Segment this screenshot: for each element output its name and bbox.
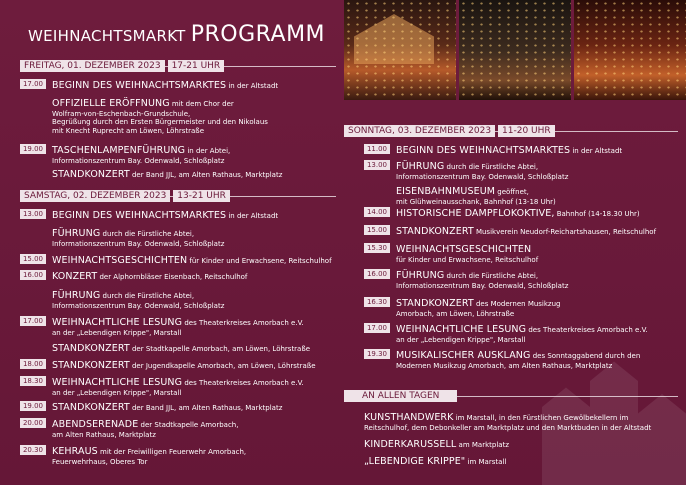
event-time-badge	[20, 168, 46, 178]
event-detail-line: Amorbach, am Löwen, Löhrstraße	[396, 309, 515, 318]
event-detail: durch die Fürstliche Abtei,	[100, 230, 195, 238]
event-time-badge	[364, 185, 390, 195]
schedule-item	[20, 143, 230, 165]
all-days-label: AN ALLEN TAGEN	[344, 390, 457, 402]
event-time-badge: 16.00	[364, 269, 390, 279]
market-photo-timber-house	[344, 0, 456, 100]
event-title: STANDKONZERT	[52, 343, 130, 354]
event-title: TASCHENLAMPENFÜHRUNG	[52, 145, 186, 156]
page-title	[28, 22, 325, 47]
schedule-item	[364, 322, 648, 344]
schedule-item	[344, 437, 509, 451]
sunday-header	[344, 125, 555, 137]
event-detail: des Theaterkreises Amorbach e.V.	[182, 379, 304, 387]
event-title: FÜHRUNG	[396, 161, 445, 172]
event-time-badge: 20.00	[20, 418, 46, 428]
event-detail-line: Feuerwehrhaus, Oberes Tor	[52, 457, 148, 466]
event-detail-line: an der „Lebendigen Krippe", Marstall	[52, 328, 182, 337]
event-title: BEGINN DES WEIHNACHTSMARKTES	[52, 210, 227, 221]
event-time-badge: 16.30	[364, 297, 390, 307]
event-time-badge: 17.00	[364, 323, 390, 333]
event-detail-line: Informationszentrum Bay. Odenwald, Schloßplatz	[396, 172, 569, 181]
event-detail: Musikverein Neudorf-Reichartshausen, Reitschulhof	[473, 228, 657, 236]
event-detail-line: Modernen Musikzug Amorbach, am Alten Rathaus, Marktplatz	[396, 361, 613, 370]
event-title: ABENDSERENADE	[52, 419, 139, 430]
event-detail-line: Informationszentrum Bay. Odenwald, Schloßplatz	[52, 239, 225, 248]
event-detail: des Theaterkreises Amorbach e.V.	[526, 326, 648, 334]
event-title: KONZERT	[52, 271, 98, 282]
schedule-item	[344, 454, 506, 468]
event-detail-line: an der „Lebendigen Krippe", Marstall	[396, 335, 526, 344]
event-time-badge	[20, 97, 46, 107]
event-time-badge: 20.30	[20, 445, 46, 455]
schedule-item	[20, 375, 304, 397]
schedule-item	[20, 315, 304, 337]
event-title: WEIHNACHTLICHE LESUNG	[52, 317, 183, 328]
event-title: FÜHRUNG	[52, 290, 101, 301]
event-title: BEGINN DES WEIHNACHTSMARKTES	[52, 80, 227, 91]
title-big: PROGRAMM	[190, 22, 326, 47]
schedule-item	[20, 358, 316, 372]
event-detail: in der Abtei,	[185, 147, 231, 155]
event-title: STANDKONZERT	[52, 360, 130, 371]
schedule-item	[20, 253, 332, 267]
event-detail: durch die Fürstliche Abtei,	[444, 272, 539, 280]
event-time-badge: 18.30	[20, 376, 46, 386]
event-time-badge: 15.30	[364, 243, 390, 253]
photo-strip	[344, 0, 686, 100]
event-time-badge: 13.00	[364, 160, 390, 170]
event-time-badge: 17.00	[20, 79, 46, 89]
event-time-badge	[20, 227, 46, 237]
friday-header	[20, 60, 224, 72]
schedule-item	[20, 444, 246, 466]
event-detail-line: Informationszentrum Bay. Odenwald, Schloßplatz	[396, 281, 569, 290]
event-detail-line: für Kinder und Erwachsene, Reitschulhof	[396, 255, 539, 264]
event-detail: der Band JJL, am Alten Rathaus, Marktplatz	[129, 171, 283, 179]
schedule-item	[364, 224, 656, 238]
sunday-date: SONNTAG, 03. DEZEMBER 2023	[344, 125, 495, 137]
friday-date: FREITAG, 01. DEZEMBER 2023	[20, 60, 165, 72]
event-time-badge: 11.00	[364, 144, 390, 154]
event-detail: des Theaterkreises Amorbach e.V.	[182, 319, 304, 327]
event-detail: mit dem Chor der	[169, 100, 234, 108]
event-detail: im Marstall	[465, 458, 507, 466]
event-title: BEGINN DES WEIHNACHTSMARKTES	[396, 145, 571, 156]
title-small: WEIHNACHTSMARKT	[28, 27, 186, 45]
event-detail: in der Altstadt	[226, 212, 279, 220]
event-detail: mit der Freiwilligen Feuerwehr Amorbach,	[97, 448, 247, 456]
event-detail: der Stadtkapelle Amorbach,	[138, 421, 239, 429]
event-time-badge	[20, 289, 46, 299]
event-title: KINDERKARUSSELL	[364, 439, 457, 450]
schedule-item	[364, 296, 561, 318]
event-title: WEIHNACHTLICHE LESUNG	[396, 324, 527, 335]
saturday-header	[20, 190, 230, 202]
event-title: FÜHRUNG	[52, 228, 101, 239]
event-title: EISENBAHNMUSEUM	[396, 186, 496, 197]
event-time-badge: 19.00	[20, 401, 46, 411]
event-time-badge: 17.00	[20, 316, 46, 326]
schedule-item	[364, 184, 556, 206]
event-detail: geöffnet,	[495, 188, 529, 196]
event-time-badge: 18.00	[20, 359, 46, 369]
market-photo-stall	[574, 0, 686, 100]
event-title: KEHRAUS	[52, 446, 98, 457]
event-time-badge: 19.00	[20, 144, 46, 154]
event-detail: der Band JJL, am Alten Rathaus, Marktplatz	[129, 404, 283, 412]
event-title: STANDKONZERT	[396, 298, 474, 309]
event-detail-line: Reitschulhof, dem Debonkeller am Marktplatz und den Marktbuden in der Altstadt	[364, 423, 652, 432]
saturday-hours: 13-21 UHR	[173, 190, 230, 202]
event-detail: der Stadtkapelle Amorbach, am Löwen, Löhrstraße	[129, 345, 311, 353]
event-detail-line: mit Knecht Ruprecht am Löwen, Löhrstraße	[52, 126, 204, 135]
event-detail-line: Informationszentrum Bay. Odenwald, Schloßplatz	[52, 301, 225, 310]
event-title: WEIHNACHTLICHE LESUNG	[52, 377, 183, 388]
event-title: WEIHNACHTSGESCHICHTEN	[396, 244, 532, 255]
event-detail: im Marstall, in den Fürstlichen Gewölbekellern im	[453, 414, 629, 422]
schedule-item	[20, 226, 224, 248]
sunday-hours: 11-20 UHR	[498, 125, 555, 137]
event-detail: in der Altstadt	[226, 82, 279, 90]
schedule-item	[20, 167, 282, 181]
schedule-item	[20, 341, 310, 355]
event-title: STANDKONZERT	[52, 169, 130, 180]
event-detail: durch die Fürstliche Abtei,	[100, 292, 195, 300]
event-detail-line: Begrüßung durch den Ersten Bürgermeister und den Nikolaus	[52, 118, 268, 126]
saturday-date: SAMSTAG, 02. DEZEMBER 2023	[20, 190, 170, 202]
event-detail: der Jugendkapelle Amorbach, am Löwen, Löhrstraße	[129, 362, 316, 370]
schedule-item	[364, 159, 568, 181]
event-title: „LEBENDIGE KRIPPE"	[364, 456, 466, 467]
event-time-badge: 19.30	[364, 349, 390, 359]
event-title: OFFIZIELLE ERÖFFNUNG	[52, 98, 170, 109]
event-time-badge: 15.00	[20, 254, 46, 264]
friday-hours: 17-21 UHR	[168, 60, 225, 72]
schedule-item	[344, 410, 651, 432]
event-detail: in der Altstadt	[570, 147, 623, 155]
event-detail-line: mit Glühweinausschank, Bahnhof (13-18 Uhr)	[396, 197, 556, 206]
event-detail: des Sonntaggabend durch den	[530, 352, 641, 360]
schedule-item	[364, 268, 568, 290]
event-detail: für Kinder und Erwachsene, Reitschulhof	[187, 257, 332, 265]
event-detail: des Modernen Musikzug	[473, 300, 561, 308]
event-detail-line: Informationszentrum Bay. Odenwald, Schloßplatz	[52, 156, 225, 165]
event-title: STANDKONZERT	[396, 226, 474, 237]
market-photo-tower	[459, 0, 571, 100]
schedule-item	[20, 96, 268, 135]
schedule-item	[20, 208, 278, 222]
event-detail: am Marktplatz	[456, 441, 509, 449]
event-title: FÜHRUNG	[396, 270, 445, 281]
schedule-item	[20, 400, 282, 414]
event-time-badge: 15.00	[364, 225, 390, 235]
schedule-item	[20, 288, 224, 310]
schedule-item	[364, 242, 538, 264]
event-title: WEIHNACHTSGESCHICHTEN	[52, 255, 188, 266]
event-time-badge: 16.00	[20, 270, 46, 280]
event-detail: der Alphornbläser Eisenbach, Reitschulhof	[97, 273, 248, 281]
event-time-badge: 14.00	[364, 207, 390, 217]
schedule-item	[20, 269, 247, 283]
event-detail: durch die Fürstliche Abtei,	[444, 163, 539, 171]
event-time-badge: 13.00	[20, 209, 46, 219]
event-title: STANDKONZERT	[52, 402, 130, 413]
event-time-badge	[20, 342, 46, 352]
event-title: KUNSTHANDWERK	[364, 412, 454, 423]
schedule-item	[20, 417, 238, 439]
event-detail-line: an der „Lebendigen Krippe", Marstall	[52, 388, 182, 397]
event-detail: Bahnhof (14-18.30 Uhr)	[554, 210, 640, 218]
event-title: MUSIKALISCHER AUSKLANG	[396, 350, 531, 361]
schedule-item	[364, 206, 640, 220]
event-detail-line: am Alten Rathaus, Marktplatz	[52, 430, 156, 439]
all-days-header	[344, 390, 457, 402]
event-detail-line: Wolfram-von-Eschenbach-Grundschule,	[52, 109, 191, 118]
schedule-item	[364, 348, 640, 370]
schedule-item	[364, 143, 622, 157]
schedule-item	[20, 78, 278, 92]
event-title: HISTORISCHE DAMPFLOKOKTIVE,	[396, 208, 555, 219]
